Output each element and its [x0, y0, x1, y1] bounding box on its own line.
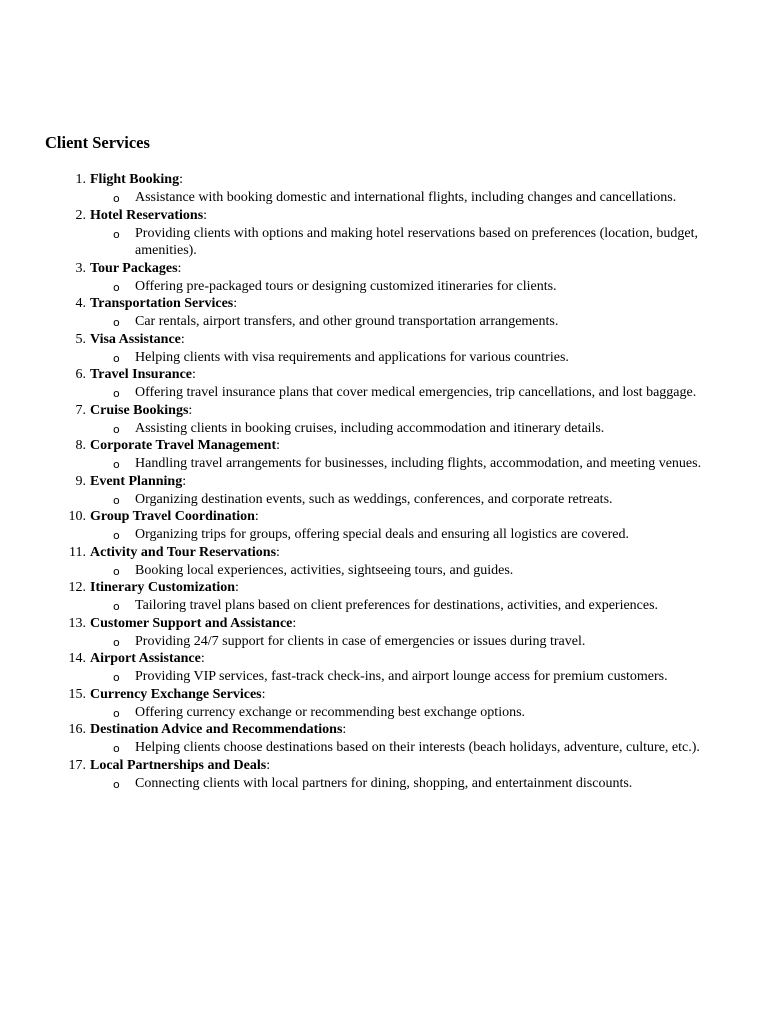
bullet-icon: o — [113, 458, 120, 471]
service-item-title: Customer Support and Assistance — [90, 615, 293, 631]
service-item — [0, 260, 768, 296]
service-item — [0, 579, 768, 615]
service-item — [0, 721, 768, 757]
service-item-number: 3. — [75, 260, 86, 276]
service-item-header: 6. Travel Insurance: — [0, 366, 768, 384]
service-item-number: 7. — [75, 402, 86, 418]
service-item — [0, 402, 768, 438]
service-item-description: Providing 24/7 support for clients in case of emergencies or issues during travel. — [135, 633, 586, 649]
service-item-detail — [0, 775, 768, 793]
bullet-icon: o — [113, 192, 120, 205]
service-item-title: Travel Insurance — [90, 367, 193, 382]
service-item-number: 16. — [68, 722, 86, 737]
bullet-icon: o — [113, 564, 120, 578]
service-item-detail — [0, 420, 768, 438]
service-item-title: Itinerary Customization — [90, 580, 236, 595]
service-item-description: Booking local experiences, activities, sightseeing tours, and guides. — [135, 562, 514, 578]
service-item-title: Flight Booking — [90, 172, 180, 187]
service-item-header: 9. Event Planning: — [0, 473, 768, 491]
service-item-header: 10. Group Travel Coordination: — [0, 508, 768, 526]
service-item-description: Organizing trips for groups, offering special deals and ensuring all logistics are covered. — [135, 527, 630, 542]
service-item-description: Tailoring travel plans based on client preferences for destinations, activities, and experiences. — [135, 598, 659, 613]
service-item-detail — [0, 668, 768, 686]
service-item-title: Cruise Bookings — [90, 402, 189, 418]
service-item-header: 13. Customer Support and Assistance: — [0, 615, 768, 633]
service-item-number: 15. — [68, 686, 86, 702]
service-item-number: 2. — [75, 207, 86, 223]
service-item — [0, 686, 768, 722]
service-item-title: Hotel Reservations — [90, 207, 204, 223]
service-item-description: Car rentals, airport transfers, and other ground transportation arrangements. — [135, 314, 559, 329]
service-item-number: 9. — [75, 473, 86, 489]
service-item-description: Offering travel insurance plans that cover medical emergencies, trip cancellations, and lost baggage. — [135, 385, 697, 400]
service-item — [0, 757, 768, 793]
service-item — [0, 171, 768, 207]
service-item-header: 12. Itinerary Customization: — [0, 579, 768, 597]
service-item-title: Local Partnerships and Deals — [90, 757, 267, 773]
page-title: Client Services — [45, 133, 150, 152]
service-item-title: Group Travel Coordination — [90, 509, 255, 524]
service-item-description: Handling travel arrangements for businesses, including flights, accommodation, and meeting venues. — [135, 456, 702, 471]
service-item-detail — [0, 597, 768, 615]
service-item-detail — [0, 225, 768, 260]
service-item-description: Connecting clients with local partners for dining, shopping, and entertainment discounts. — [135, 775, 633, 791]
service-item-title: Airport Assistance — [90, 651, 201, 666]
service-item-number: 13. — [68, 615, 86, 631]
service-item-title: Currency Exchange Services — [90, 686, 262, 702]
service-item — [0, 544, 768, 580]
bullet-icon: o — [113, 227, 120, 241]
service-item — [0, 437, 768, 473]
services-list — [0, 171, 768, 792]
service-item-number: 14. — [68, 651, 86, 666]
service-item-detail — [0, 562, 768, 580]
service-item-detail — [0, 455, 768, 473]
service-item-title: Destination Advice and Recommendations — [90, 722, 343, 737]
service-item-header: 5. Visa Assistance: — [0, 331, 768, 349]
bullet-icon: o — [113, 600, 120, 613]
service-item — [0, 207, 768, 260]
service-item-header: 11. Activity and Tour Reservations: — [0, 544, 768, 562]
bullet-icon: o — [113, 351, 120, 365]
bullet-icon: o — [113, 280, 120, 294]
bullet-icon: o — [113, 777, 120, 791]
service-item-detail — [0, 189, 768, 207]
service-item-header: 8. Corporate Travel Management: — [0, 437, 768, 455]
service-item — [0, 508, 768, 544]
service-item-description: Assistance with booking domestic and international flights, including changes and cancellations. — [135, 190, 677, 205]
service-item-title: Transportation Services — [90, 296, 234, 311]
bullet-icon: o — [113, 493, 120, 507]
service-item-number: 17. — [68, 757, 86, 773]
service-item-detail — [0, 278, 768, 296]
service-item-description: Providing clients with options and making hotel reservations based on preferences (location, budget, amenities). — [135, 225, 698, 258]
bullet-icon: o — [113, 387, 120, 400]
service-item-description: Assisting clients in booking cruises, including accommodation and itinerary details. — [135, 420, 605, 436]
service-item-detail — [0, 739, 768, 757]
bullet-icon: o — [113, 671, 120, 684]
service-item-title: Event Planning — [90, 473, 183, 489]
service-item-number: 4. — [75, 296, 86, 311]
bullet-icon: o — [113, 316, 120, 329]
service-item-header: 2. Hotel Reservations: — [0, 207, 768, 225]
service-item — [0, 366, 768, 402]
service-item-title: Visa Assistance — [90, 331, 181, 347]
service-item-detail — [0, 349, 768, 367]
service-item-detail — [0, 384, 768, 402]
service-item-description: Helping clients choose destinations based on their interests (beach holidays, adventure, culture, etc.). — [135, 740, 700, 755]
service-item-description: Organizing destination events, such as weddings, conferences, and corporate retreats. — [135, 491, 613, 507]
service-item — [0, 295, 768, 331]
service-item-detail — [0, 704, 768, 722]
service-item-number: 10. — [68, 509, 86, 524]
service-item-title: Activity and Tour Reservations — [90, 544, 277, 560]
service-item-header: 17. Local Partnerships and Deals: — [0, 757, 768, 775]
service-item-title: Tour Packages — [90, 260, 178, 276]
service-item-number: 11. — [69, 544, 86, 560]
service-item-header: 3. Tour Packages: — [0, 260, 768, 278]
service-item-header: 1. Flight Booking: — [0, 171, 768, 189]
service-item-detail — [0, 313, 768, 331]
service-item — [0, 331, 768, 367]
bullet-icon: o — [113, 742, 120, 755]
service-item-detail — [0, 526, 768, 544]
service-item-title: Corporate Travel Management — [90, 438, 277, 453]
bullet-icon: o — [113, 422, 120, 436]
bullet-icon: o — [113, 529, 120, 542]
service-item-header: 14. Airport Assistance: — [0, 650, 768, 668]
service-item-header: 7. Cruise Bookings: — [0, 402, 768, 420]
service-item-number: 12. — [68, 580, 86, 595]
service-item-header: 4. Transportation Services: — [0, 295, 768, 313]
service-item-description: Providing VIP services, fast-track check-ins, and airport lounge access for premium customers. — [135, 669, 668, 684]
service-item-number: 6. — [75, 367, 86, 382]
service-item-detail — [0, 491, 768, 509]
service-item-number: 8. — [75, 438, 86, 453]
service-item-number: 5. — [75, 331, 86, 347]
service-item-header: 16. Destination Advice and Recommendations: — [0, 721, 768, 739]
service-item-description: Offering currency exchange or recommending best exchange options. — [135, 704, 526, 720]
service-item-header: 15. Currency Exchange Services: — [0, 686, 768, 704]
bullet-icon: o — [113, 635, 120, 649]
service-item-detail — [0, 633, 768, 651]
service-item-description: Helping clients with visa requirements and applications for various countries. — [135, 349, 569, 365]
service-item — [0, 650, 768, 686]
service-item — [0, 473, 768, 509]
bullet-icon: o — [113, 706, 120, 720]
service-item — [0, 615, 768, 651]
service-item-description: Offering pre-packaged tours or designing customized itineraries for clients. — [135, 278, 557, 294]
service-item-number: 1. — [75, 172, 86, 187]
